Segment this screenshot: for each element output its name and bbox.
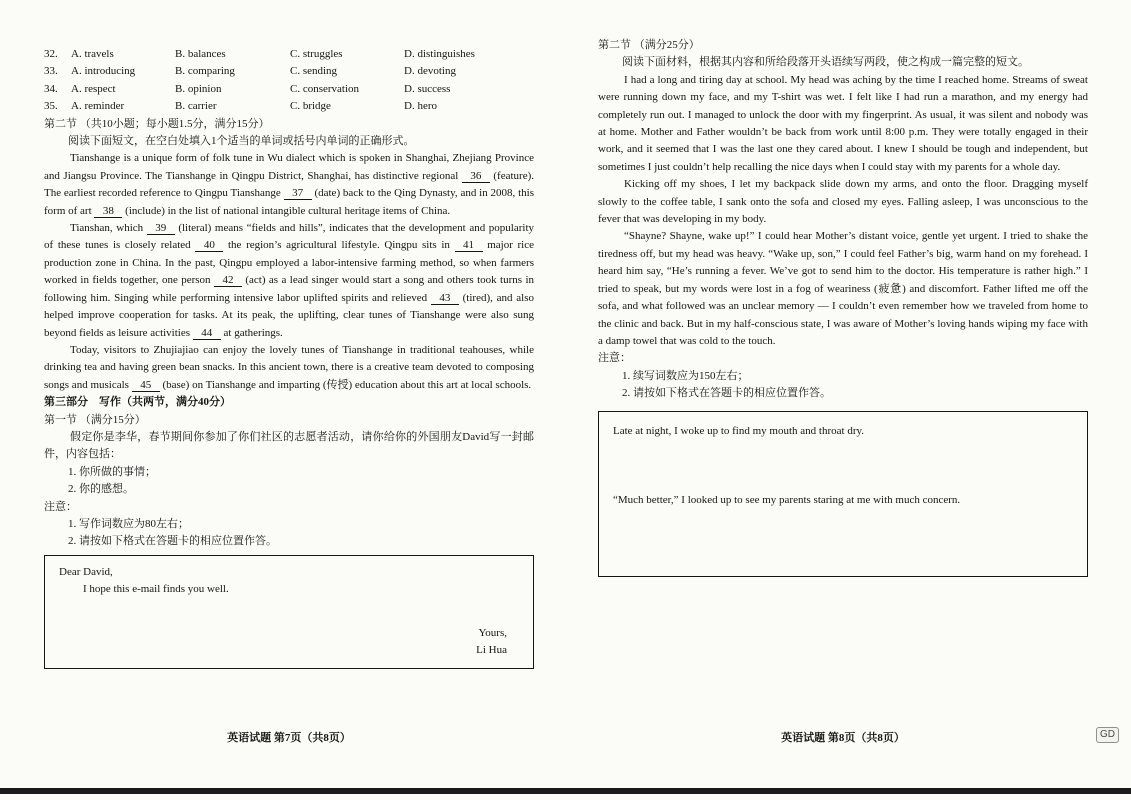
email-opening: I hope this e-mail finds you well.: [83, 583, 229, 596]
notice-item-2: 2. 请按如下格式在答题卡的相应位置作答。: [622, 387, 831, 400]
multiple-choice-options: [44, 46, 534, 116]
question-number: 34.: [44, 82, 58, 95]
prompt-point-1: 1. 你所做的事情；: [68, 465, 156, 478]
option-d: D. hero: [404, 100, 437, 113]
fill-blank-43: 43: [431, 292, 459, 305]
page-8-footer: 英语试题 第8页（共8页）: [781, 732, 905, 744]
section-2-instruction: 阅读下面短文，在空白处填入1个适当的单词或括号内单词的正确形式。: [68, 135, 415, 148]
section-1-heading: 第一节 （满分15分）: [44, 413, 146, 426]
story-paragraph-3: “Shayne? Shayne, wake up!” I could hear Mother’s distant voice, gentle yet urgent. I tried to shake the tiredness off, but my head was heavy. “Wake up, son,” I could feel Father’s big, warm hand on my forehead. I heard him say, “He’s running a fever. We’ve got to send him to the doctor. His temperature is rather high.” I tried to speak, but my words were lost in a fog of weariness (疲惫) and discomfort. Father lifted me off the sofa, and what followed was an unclear memory — I couldn’t even remember how we traveled from home to the clinic and back. But in my half-conscious state, I was aware of Mother’s loving hands wiping my face with a damp towel that was cold to the touch.: [598, 230, 1088, 347]
email-answer-box: [44, 555, 534, 669]
cloze-paragraph-1: Tianshange is a unique form of folk tune in Wu dialect which is spoken in Shanghai, Zhejiang Province and Jiangsu Province. The Tianshange in Qingpu District, Shanghai, has distinctive regional 36 (feature). The earliest recorded reference to Qingpu Tianshange 37 (date) back to the Qing Dynasty, and in 2008, this form of art 38 (include) in the list of national intangible cultural heritage items of China.: [44, 152, 534, 217]
exam-page-8: [598, 37, 1088, 577]
option-c: C. bridge: [290, 100, 331, 113]
continuation-opening-1: Late at night, I woke up to find my mouth and throat dry.: [613, 424, 865, 437]
option-c: C. sending: [290, 65, 338, 78]
gd-badge: GD: [1096, 727, 1119, 743]
question-number: 35.: [44, 100, 58, 113]
option-d: D. distinguishes: [404, 48, 475, 60]
exam-page-7: [44, 46, 534, 669]
scan-bottom-edge: [0, 788, 1131, 794]
cloze-paragraph-3: Today, visitors to Zhujiajiao can enjoy the lovely tunes of Tianshange in traditional teahouses, while drinking tea and having green bean snacks. In this ancient town, there is a creative team devoted to composing songs and musicals 45 (base) on Tianshange and imparting (传授) education about this art at local schools.: [44, 343, 534, 391]
fill-blank-37: 37: [284, 187, 312, 200]
fill-blank-39: 39: [147, 222, 175, 235]
notice-item-2: 2. 请按如下格式在答题卡的相应位置作答。: [68, 535, 277, 548]
option-a: A. respect: [71, 82, 116, 95]
email-salutation: Dear David,: [59, 565, 113, 578]
section-2-heading: 第二节 （满分25分）: [598, 39, 700, 51]
fill-blank-45: 45: [132, 379, 160, 392]
story-paragraph-2: Kicking off my shoes, I let my backpack slide down my arms, and onto the floor. Dragging myself slowly to the coffee table, I sank onto the sofa and closed my eyes. Falling asleep, I was unconscious to the fever that was developing in my body.: [598, 178, 1088, 226]
continuation-opening-2: “Much better,” I looked up to see my parents staring at me with much concern.: [613, 493, 961, 506]
notice-label: 注意：: [44, 500, 77, 513]
option-c: C. struggles: [290, 48, 343, 60]
fill-blank-36: 36: [462, 170, 490, 183]
option-b: B. comparing: [175, 65, 235, 78]
email-closing: Yours,: [478, 626, 507, 639]
part-3-heading: 第三部分 写作（共两节，满分40分）: [44, 396, 231, 409]
story-paragraph-1: I had a long and tiring day at school. My head was aching by the time I reached home. Streams of sweat were running down my face, and my T-shirt was wet. I felt like I had run a marathon, and my energy had completely run out. I managed to unlock the door with my fingerprint. As usual, it was silent and nobody was at home. Mother and Father wouldn’t be back from work until 8:00 p.m. They were totally engaged in their work, and it seemed that I was the last one they cared about. I knew I should be tough and independent, but sometimes I just couldn’t help recalling the nice days when I could stay with my parents for a whole day.: [598, 73, 1088, 173]
option-b: B. opinion: [175, 82, 222, 95]
notice-item-1: 1. 写作词数应为80左右；: [68, 517, 189, 530]
option-d: D. success: [404, 82, 451, 95]
question-number: 33.: [44, 65, 58, 78]
fill-blank-41: 41: [455, 239, 483, 252]
writing-prompt: 假定你是李华，春节期间你参加了你们社区的志愿者活动，请你给你的外国朋友David写一封邮件，内容包括：: [44, 430, 534, 461]
option-a: A. introducing: [71, 65, 136, 78]
section-2-instruction: 阅读下面材料，根据其内容和所给段落开头语续写两段，使之构成一篇完整的短文。: [622, 56, 1029, 69]
option-c: C. conservation: [290, 82, 360, 95]
option-a: A. reminder: [71, 100, 125, 113]
notice-item-1: 1. 续写词数应为150左右；: [622, 369, 749, 382]
email-signature: Li Hua: [476, 644, 507, 657]
question-number: 32.: [44, 48, 58, 60]
fill-blank-42: 42: [214, 274, 242, 287]
option-b: B. carrier: [175, 100, 217, 113]
page-7-footer: 英语试题 第7页（共8页）: [227, 732, 351, 744]
cloze-paragraph-2: Tianshan, which 39 (literal) means “fields and hills”, indicates that the development and popularity of these tunes is closely related 40 the region’s agricultural lifestyle. Qingpu sits in 41 major rice production zone in China. In the past, Qingpu employed a labor-intensive farming method, so when farmers worked in fields together, one person 42 (act) as a lead singer would start a song and others took turns in following him. Singing while performing intensive labor uplifted spirits and relieved 43 (tired), and also helped improve cooperation for tasks. At its peak, the uplifting, clear tunes of Tianshange were also sung beyond fields as leisure activities 44 at gatherings.: [44, 222, 534, 339]
option-b: B. balances: [175, 48, 226, 60]
notice-label: 注意：: [598, 352, 631, 365]
section-2-heading: 第二节 （共10小题；每小题1.5分，满分15分）: [44, 117, 270, 130]
option-a: A. travels: [71, 48, 114, 60]
prompt-point-2: 2. 你的感想。: [68, 483, 134, 496]
option-d: D. devoting: [404, 65, 456, 78]
fill-blank-38: 38: [94, 205, 122, 218]
fill-blank-44: 44: [193, 327, 221, 340]
continuation-answer-box: [598, 411, 1088, 577]
fill-blank-40: 40: [195, 239, 223, 252]
